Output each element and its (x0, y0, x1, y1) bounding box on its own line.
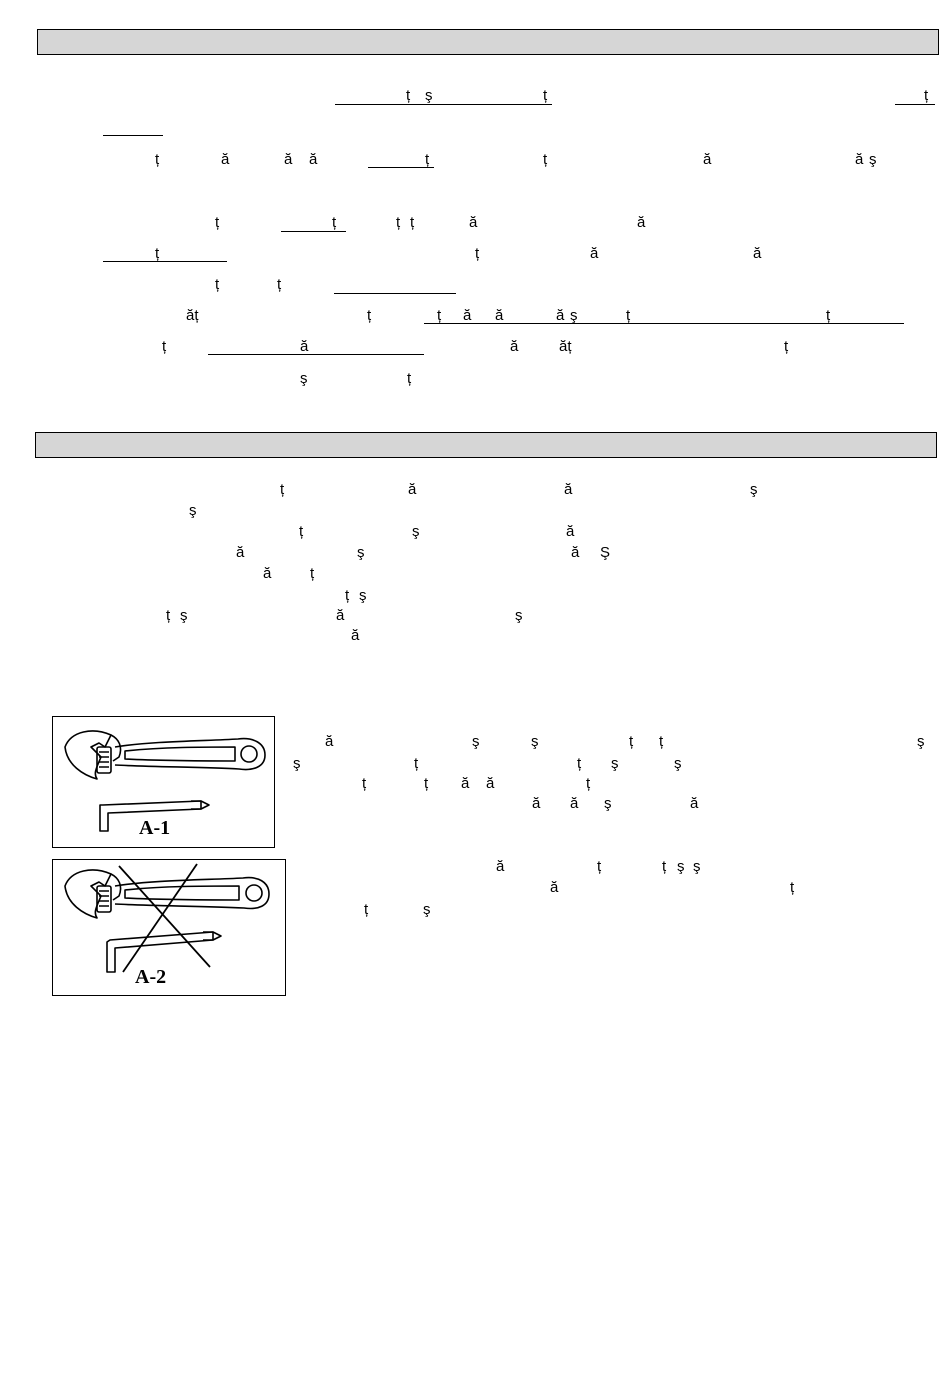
text-glyph: ş (515, 607, 523, 624)
underline (208, 354, 424, 355)
text-glyph: ț (407, 370, 412, 387)
text-glyph: ț (215, 214, 220, 231)
text-glyph: ă (495, 307, 504, 324)
text-glyph: ă (532, 795, 541, 812)
text-glyph: ă (486, 775, 495, 792)
text-glyph: ă (570, 795, 579, 812)
text-glyph: ț (425, 151, 430, 168)
text-glyph: ț (826, 307, 831, 324)
text-glyph: ş (472, 733, 480, 750)
text-glyph: ț (475, 245, 480, 262)
text-glyph: ț (659, 733, 664, 750)
text-glyph: ă (309, 151, 318, 168)
text-glyph: ş (357, 544, 365, 561)
text-glyph: ț (310, 565, 315, 582)
text-glyph: ă (556, 307, 565, 324)
text-glyph: ă (855, 151, 864, 168)
text-glyph: ş (674, 755, 682, 772)
text-glyph: ş (189, 502, 197, 519)
text-glyph: ăț (559, 338, 572, 355)
text-glyph: ț (784, 338, 789, 355)
text-glyph: ț (790, 879, 795, 896)
text-glyph: ț (155, 151, 160, 168)
text-glyph: ş (359, 587, 367, 604)
text-glyph: ş (750, 481, 758, 498)
text-glyph: ă (496, 858, 505, 875)
text-glyph: ț (414, 755, 419, 772)
text-glyph: ă (566, 523, 575, 540)
text-glyph: ț (577, 755, 582, 772)
text-glyph: ă (284, 151, 293, 168)
section-header-bar-2 (35, 432, 937, 458)
text-glyph: ț (626, 307, 631, 324)
figure-label-a2: A-2 (135, 966, 167, 988)
text-glyph: ț (155, 245, 160, 262)
text-glyph: ş (300, 370, 308, 387)
text-glyph: ț (629, 733, 634, 750)
text-glyph: ă (408, 481, 417, 498)
text-glyph: ț (586, 775, 591, 792)
text-glyph: ă (461, 775, 470, 792)
underline (335, 104, 552, 105)
text-glyph: ă (637, 214, 646, 231)
text-glyph: ț (406, 87, 411, 104)
underline (103, 135, 163, 136)
text-glyph: ă (590, 245, 599, 262)
text-glyph: Ş (600, 544, 611, 561)
text-glyph: ă (336, 607, 345, 624)
text-glyph: ă (690, 795, 699, 812)
figure-a1 (52, 716, 275, 848)
text-glyph: ț (362, 775, 367, 792)
text-glyph: ț (280, 481, 285, 498)
text-glyph: ă (550, 879, 559, 896)
figure-a2 (52, 859, 286, 996)
text-glyph: ă (351, 627, 360, 644)
underline (281, 231, 346, 232)
text-glyph: ț (410, 214, 415, 231)
text-glyph: ț (332, 214, 337, 231)
crossed-out-wrench-and-hex-key-icon (53, 860, 285, 995)
text-glyph: ț (166, 607, 171, 624)
text-glyph: ş (693, 858, 701, 875)
text-glyph: ş (570, 307, 578, 324)
text-glyph: ă (469, 214, 478, 231)
underline (103, 261, 227, 262)
text-glyph: ă (221, 151, 230, 168)
underline (334, 293, 456, 294)
text-glyph: ț (437, 307, 442, 324)
text-glyph: ț (597, 858, 602, 875)
text-glyph: ț (424, 775, 429, 792)
text-glyph: ț (299, 523, 304, 540)
text-glyph: ț (662, 858, 667, 875)
text-glyph: ş (611, 755, 619, 772)
text-glyph: ş (869, 151, 877, 168)
text-glyph: ă (703, 151, 712, 168)
text-glyph: ț (162, 338, 167, 355)
text-glyph: ă (564, 481, 573, 498)
text-glyph: ă (236, 544, 245, 561)
text-glyph: ă (463, 307, 472, 324)
underline (895, 104, 935, 105)
text-glyph: ş (604, 795, 612, 812)
text-glyph: ț (924, 87, 929, 104)
text-glyph: ă (571, 544, 580, 561)
text-glyph: ş (531, 733, 539, 750)
text-glyph: ă (753, 245, 762, 262)
text-glyph: ț (543, 87, 548, 104)
text-glyph: ț (367, 307, 372, 324)
figure-label-a1: A-1 (139, 817, 171, 839)
text-glyph: ț (396, 214, 401, 231)
text-glyph: ş (180, 607, 188, 624)
text-glyph: ț (277, 276, 282, 293)
text-glyph: ă (510, 338, 519, 355)
text-glyph: ă (300, 338, 309, 355)
section-header-bar-1 (37, 29, 939, 55)
text-glyph: ț (543, 151, 548, 168)
text-glyph: ş (293, 755, 301, 772)
text-glyph: ț (215, 276, 220, 293)
text-glyph: ăț (186, 307, 199, 324)
text-glyph: ă (325, 733, 334, 750)
text-glyph: ş (423, 901, 431, 918)
text-glyph: ă (263, 565, 272, 582)
text-glyph: ş (425, 87, 433, 104)
text-glyph: ț (364, 901, 369, 918)
text-glyph: ț (345, 587, 350, 604)
text-glyph: ş (412, 523, 420, 540)
text-glyph: ş (677, 858, 685, 875)
text-glyph: ş (917, 733, 925, 750)
